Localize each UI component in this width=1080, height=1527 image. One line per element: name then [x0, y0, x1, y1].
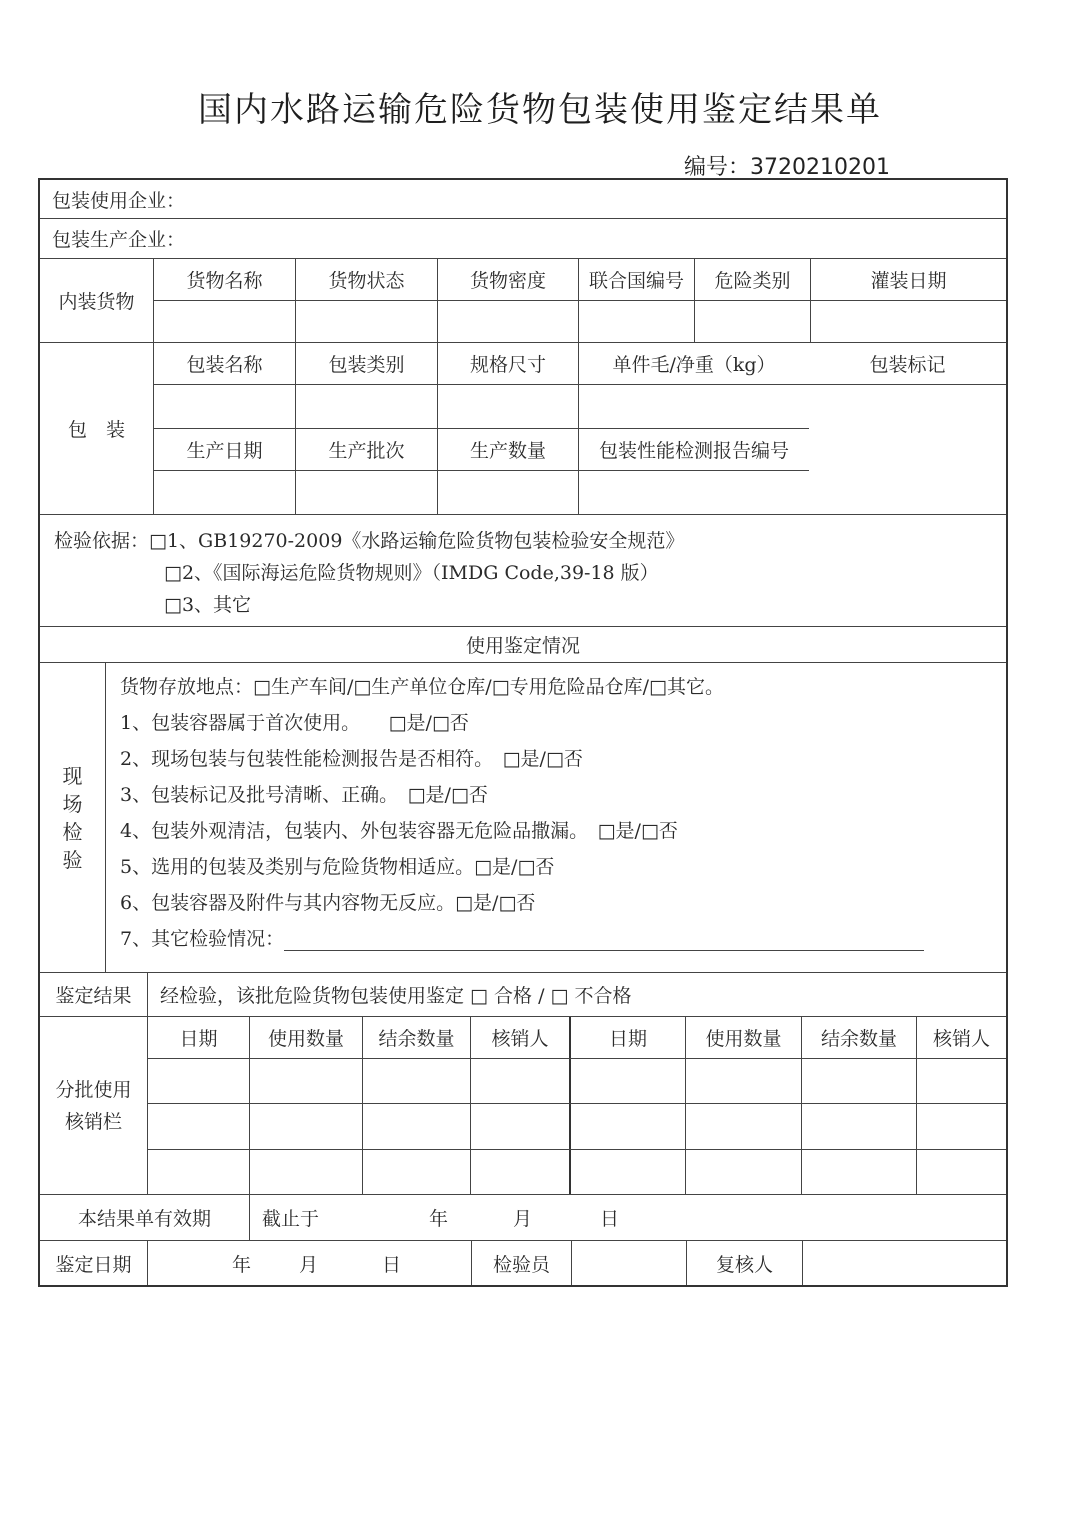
- packaging-label: 包 装: [40, 343, 154, 514]
- check-item-3[interactable]: 3、包装标记及批号清晰、正确。 □是/□否: [120, 784, 488, 806]
- storage-location-options[interactable]: 货物存放地点：□生产车间/□生产单位仓库/□专用危险品仓库/□其它。: [120, 676, 725, 698]
- validity-year: 年: [429, 1208, 449, 1230]
- validity-month: 月: [513, 1208, 533, 1230]
- validity-row: [40, 1195, 1006, 1241]
- packaging-section: [40, 343, 1006, 515]
- appraisal-date-field[interactable]: 年 月 日: [148, 1241, 472, 1285]
- batch-used-qty-header-2: 使用数量: [686, 1017, 802, 1058]
- batch-usage-label: 分批使用核销栏: [40, 1017, 148, 1194]
- package-category-input[interactable]: [296, 385, 438, 428]
- basis-option-2[interactable]: □2、《国际海运危险货物规则》（IMDG Code,39-18 版）: [164, 562, 659, 584]
- hazard-class-header: 危险类别: [695, 259, 811, 300]
- goods-density-header: 货物密度: [438, 259, 579, 300]
- weight-header: 单件毛/净重（kg）: [612, 354, 776, 376]
- goods-state-header: 货物状态: [296, 259, 438, 300]
- result-options[interactable]: 经检验，该批危险货物包装使用鉴定 □ 合格 / □ 不合格: [160, 985, 632, 1007]
- batch-row: [148, 1104, 1006, 1149]
- test-report-header: 包装性能检测报告编号: [598, 440, 789, 462]
- site-inspection-section: [40, 663, 1006, 973]
- batch-remaining-header-2: 结余数量: [802, 1017, 917, 1058]
- producer-enterprise-field[interactable]: 包装生产企业：: [52, 229, 186, 251]
- check-item-6[interactable]: 6、包装容器及附件与其内容物无反应。□是/□否: [120, 892, 536, 914]
- validity-day: 日: [600, 1208, 620, 1230]
- spec-size-input[interactable]: [438, 385, 579, 428]
- weight-input[interactable]: [579, 385, 809, 428]
- producer-enterprise-row: [40, 219, 1006, 259]
- spec-size-header: 规格尺寸: [438, 343, 579, 384]
- footer-row: [40, 1241, 1006, 1285]
- inspector-label: 检验员: [472, 1241, 572, 1285]
- goods-state-input[interactable]: [296, 301, 438, 342]
- validity-label: 本结果单有效期: [40, 1195, 250, 1240]
- un-number-input[interactable]: [579, 301, 695, 342]
- user-enterprise-row: [40, 180, 1006, 219]
- basis-label: 检验依据：: [54, 530, 150, 552]
- batch-date-header: 日期: [148, 1017, 250, 1058]
- filling-date-header: 灌装日期: [870, 270, 947, 292]
- goods-density-input[interactable]: [438, 301, 579, 342]
- filling-date-input[interactable]: [811, 301, 1006, 342]
- other-inspection-label: 7、其它检验情况：: [120, 928, 285, 950]
- check-item-4[interactable]: 4、包装外观清洁，包装内、外包装容器无危险品撒漏。 □是/□否: [120, 820, 678, 842]
- result-row: [40, 973, 1006, 1017]
- inspection-basis-section: [40, 515, 1006, 627]
- batch-usage-section: [40, 1017, 1006, 1195]
- validity-date-field[interactable]: [250, 1195, 1006, 1240]
- usage-header: 使用鉴定情况: [465, 635, 580, 657]
- package-mark-header: 包装标记: [869, 354, 946, 376]
- usage-header-row: [40, 627, 1006, 663]
- reviewer-label: 复核人: [687, 1241, 803, 1285]
- site-inspection-label: 现 场 检 验: [40, 663, 106, 972]
- validity-until: 截止于: [262, 1208, 320, 1230]
- batch-row: [148, 1150, 1006, 1194]
- production-date-header: 生产日期: [154, 429, 296, 470]
- check-item-5[interactable]: 5、选用的包装及类别与危险货物相适应。□是/□否: [120, 856, 555, 878]
- basis-option-3[interactable]: □3、其它: [164, 594, 252, 616]
- production-date-input[interactable]: [154, 471, 296, 514]
- batch-used-qty-header: 使用数量: [250, 1017, 363, 1058]
- batch-remaining-header: 结余数量: [363, 1017, 471, 1058]
- batch-date-header-2: 日期: [571, 1017, 686, 1058]
- un-number-header: 联合国编号: [579, 259, 695, 300]
- goods-name-header: 货物名称: [154, 259, 296, 300]
- hazard-class-input[interactable]: [695, 301, 811, 342]
- result-label: 鉴定结果: [40, 973, 148, 1016]
- check-item-1[interactable]: 1、包装容器属于首次使用。 □是/□否: [120, 712, 469, 734]
- appraisal-date-label: 鉴定日期: [40, 1241, 148, 1285]
- production-quantity-header: 生产数量: [438, 429, 579, 470]
- form-title: 国内水路运输危险货物包装使用鉴定结果单: [198, 90, 882, 130]
- production-quantity-input[interactable]: [438, 471, 579, 514]
- inspector-input[interactable]: [572, 1241, 687, 1285]
- goods-name-input[interactable]: [154, 301, 296, 342]
- appraisal-form: [38, 178, 1008, 1287]
- package-category-header: 包装类别: [296, 343, 438, 384]
- user-enterprise-field[interactable]: 包装使用企业：: [52, 189, 186, 212]
- package-mark-input[interactable]: [809, 385, 1006, 514]
- production-batch-header: 生产批次: [296, 429, 438, 470]
- other-inspection-input[interactable]: [284, 930, 924, 951]
- production-batch-input[interactable]: [296, 471, 438, 514]
- test-report-input[interactable]: [579, 471, 809, 514]
- inner-goods-label: 内装货物: [40, 259, 154, 342]
- batch-verifier-header: 核销人: [471, 1017, 571, 1058]
- serial-number: 编号：3720210201: [684, 155, 890, 180]
- package-name-input[interactable]: [154, 385, 296, 428]
- batch-row: [148, 1059, 1006, 1104]
- package-name-header: 包装名称: [154, 343, 296, 384]
- inner-goods-section: [40, 259, 1006, 343]
- check-item-2[interactable]: 2、现场包装与包装性能检测报告是否相符。 □是/□否: [120, 748, 583, 770]
- batch-verifier-header-2: 核销人: [932, 1028, 990, 1050]
- basis-option-1[interactable]: □1、GB19270-2009《水路运输危险货物包装检验安全规范》: [149, 530, 685, 552]
- reviewer-input[interactable]: [803, 1241, 1006, 1285]
